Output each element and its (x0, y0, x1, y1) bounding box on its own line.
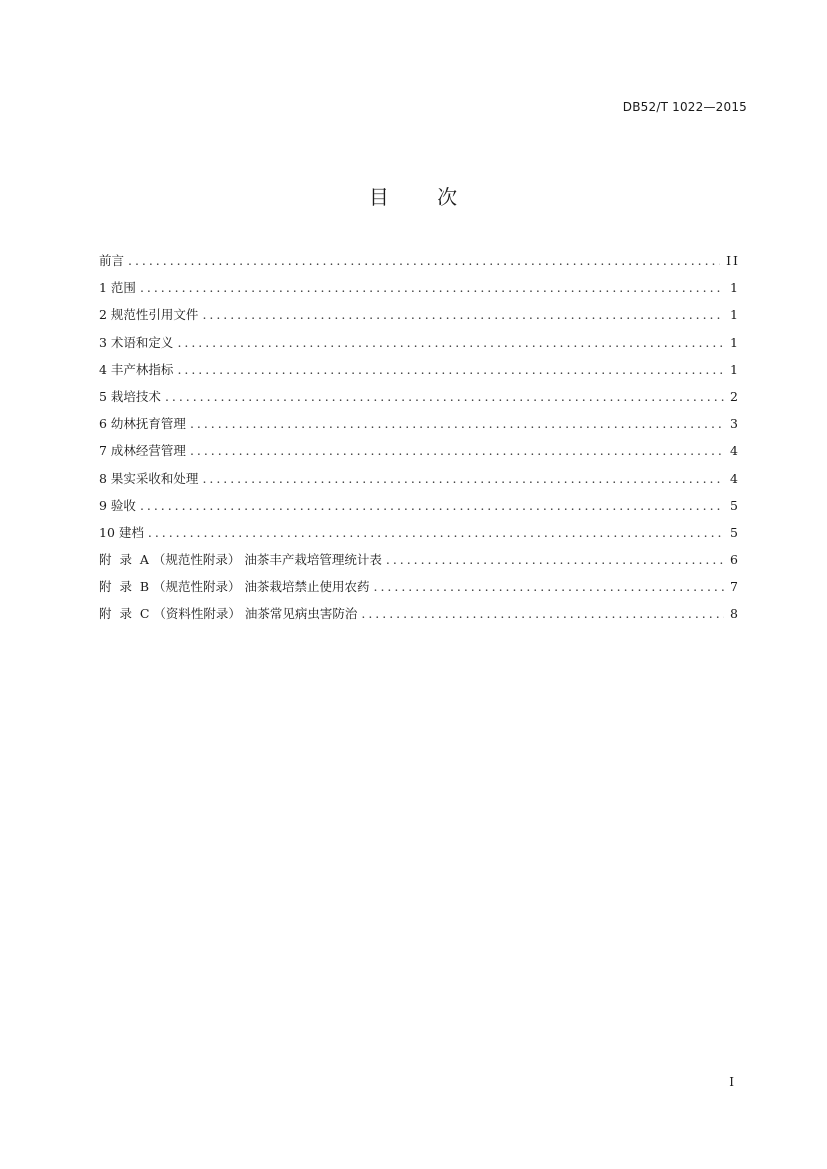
toc-entry-fruit-harvest[interactable] (99, 465, 740, 492)
toc-entry-archiving[interactable] (99, 519, 740, 546)
table-of-contents (99, 247, 740, 628)
toc-entry-scope[interactable] (99, 274, 740, 301)
toc-entry-label: 7 成林经营管理 (99, 443, 186, 459)
toc-entry-page: 4 (730, 470, 740, 486)
toc-entry-page: 5 (730, 497, 740, 513)
toc-entry-page: 4 (730, 443, 740, 459)
toc-entry-label: 1 范围 (99, 280, 136, 296)
toc-entry-page: 1 (730, 361, 740, 377)
toc-entry-page: 1 (730, 307, 740, 323)
toc-dot-leader (177, 356, 724, 383)
toc-entry-terms-definitions[interactable] (99, 329, 740, 356)
toc-entry-label: 5 栽培技术 (99, 388, 161, 404)
toc-entry-page: 2 (730, 388, 740, 404)
document-code: DB52/T 1022—2015 (622, 100, 747, 114)
toc-dot-leader (128, 247, 720, 274)
toc-entry-normative-references[interactable] (99, 301, 740, 328)
toc-entry-mature-forest-management[interactable] (99, 437, 740, 464)
toc-entry-cultivation-techniques[interactable] (99, 383, 740, 410)
toc-entry-label: 9 验收 (99, 497, 136, 513)
toc-entry-page: 3 (730, 416, 740, 432)
toc-dot-leader (374, 573, 725, 600)
toc-dot-leader (190, 410, 724, 437)
toc-entry-label: 8 果实采收和处理 (99, 470, 199, 486)
toc-dot-leader (190, 437, 724, 464)
toc-entry-young-forest-tending[interactable] (99, 410, 740, 437)
toc-entry-page: 1 (730, 280, 740, 296)
toc-dot-leader (148, 519, 724, 546)
toc-dot-leader (202, 465, 724, 492)
toc-entry-page: 1 (730, 334, 740, 350)
toc-entry-page: 5 (730, 524, 740, 540)
toc-dot-leader (140, 274, 724, 301)
toc-entry-page: II (726, 253, 740, 268)
toc-entry-label: 6 幼林抚育管理 (99, 416, 186, 432)
toc-entry-label: 3 术语和定义 (99, 334, 174, 350)
toc-entry-page: 8 (730, 606, 740, 622)
toc-entry-foreword[interactable] (99, 247, 740, 274)
toc-entry-label: 前言 (99, 253, 125, 268)
toc-entry-appendix-b[interactable] (99, 573, 740, 600)
toc-entry-page: 6 (730, 552, 740, 568)
page-number: I (729, 1075, 734, 1089)
toc-dot-leader (165, 383, 724, 410)
toc-entry-appendix-c[interactable] (99, 600, 740, 627)
toc-entry-appendix-a[interactable] (99, 546, 740, 573)
toc-dot-leader (386, 546, 724, 573)
toc-entry-label: 10 建档 (99, 524, 144, 540)
toc-entry-label: 附 录 A （规范性附录） 油茶丰产栽培管理统计表 (99, 552, 382, 568)
toc-entry-label: 附 录 C （资料性附录） 油茶常见病虫害防治 (99, 606, 358, 622)
page-title: 目 次 (368, 185, 459, 209)
toc-entry-acceptance[interactable] (99, 492, 740, 519)
toc-dot-leader (177, 329, 724, 356)
toc-dot-leader (361, 600, 724, 627)
toc-entry-label: 4 丰产林指标 (99, 361, 174, 377)
toc-entry-label: 2 规范性引用文件 (99, 307, 199, 323)
toc-entry-high-yield-indicators[interactable] (99, 356, 740, 383)
toc-dot-leader (202, 301, 724, 328)
toc-dot-leader (140, 492, 724, 519)
toc-entry-page: 7 (730, 579, 740, 595)
toc-entry-label: 附 录 B （规范性附录） 油茶栽培禁止使用农药 (99, 579, 370, 595)
